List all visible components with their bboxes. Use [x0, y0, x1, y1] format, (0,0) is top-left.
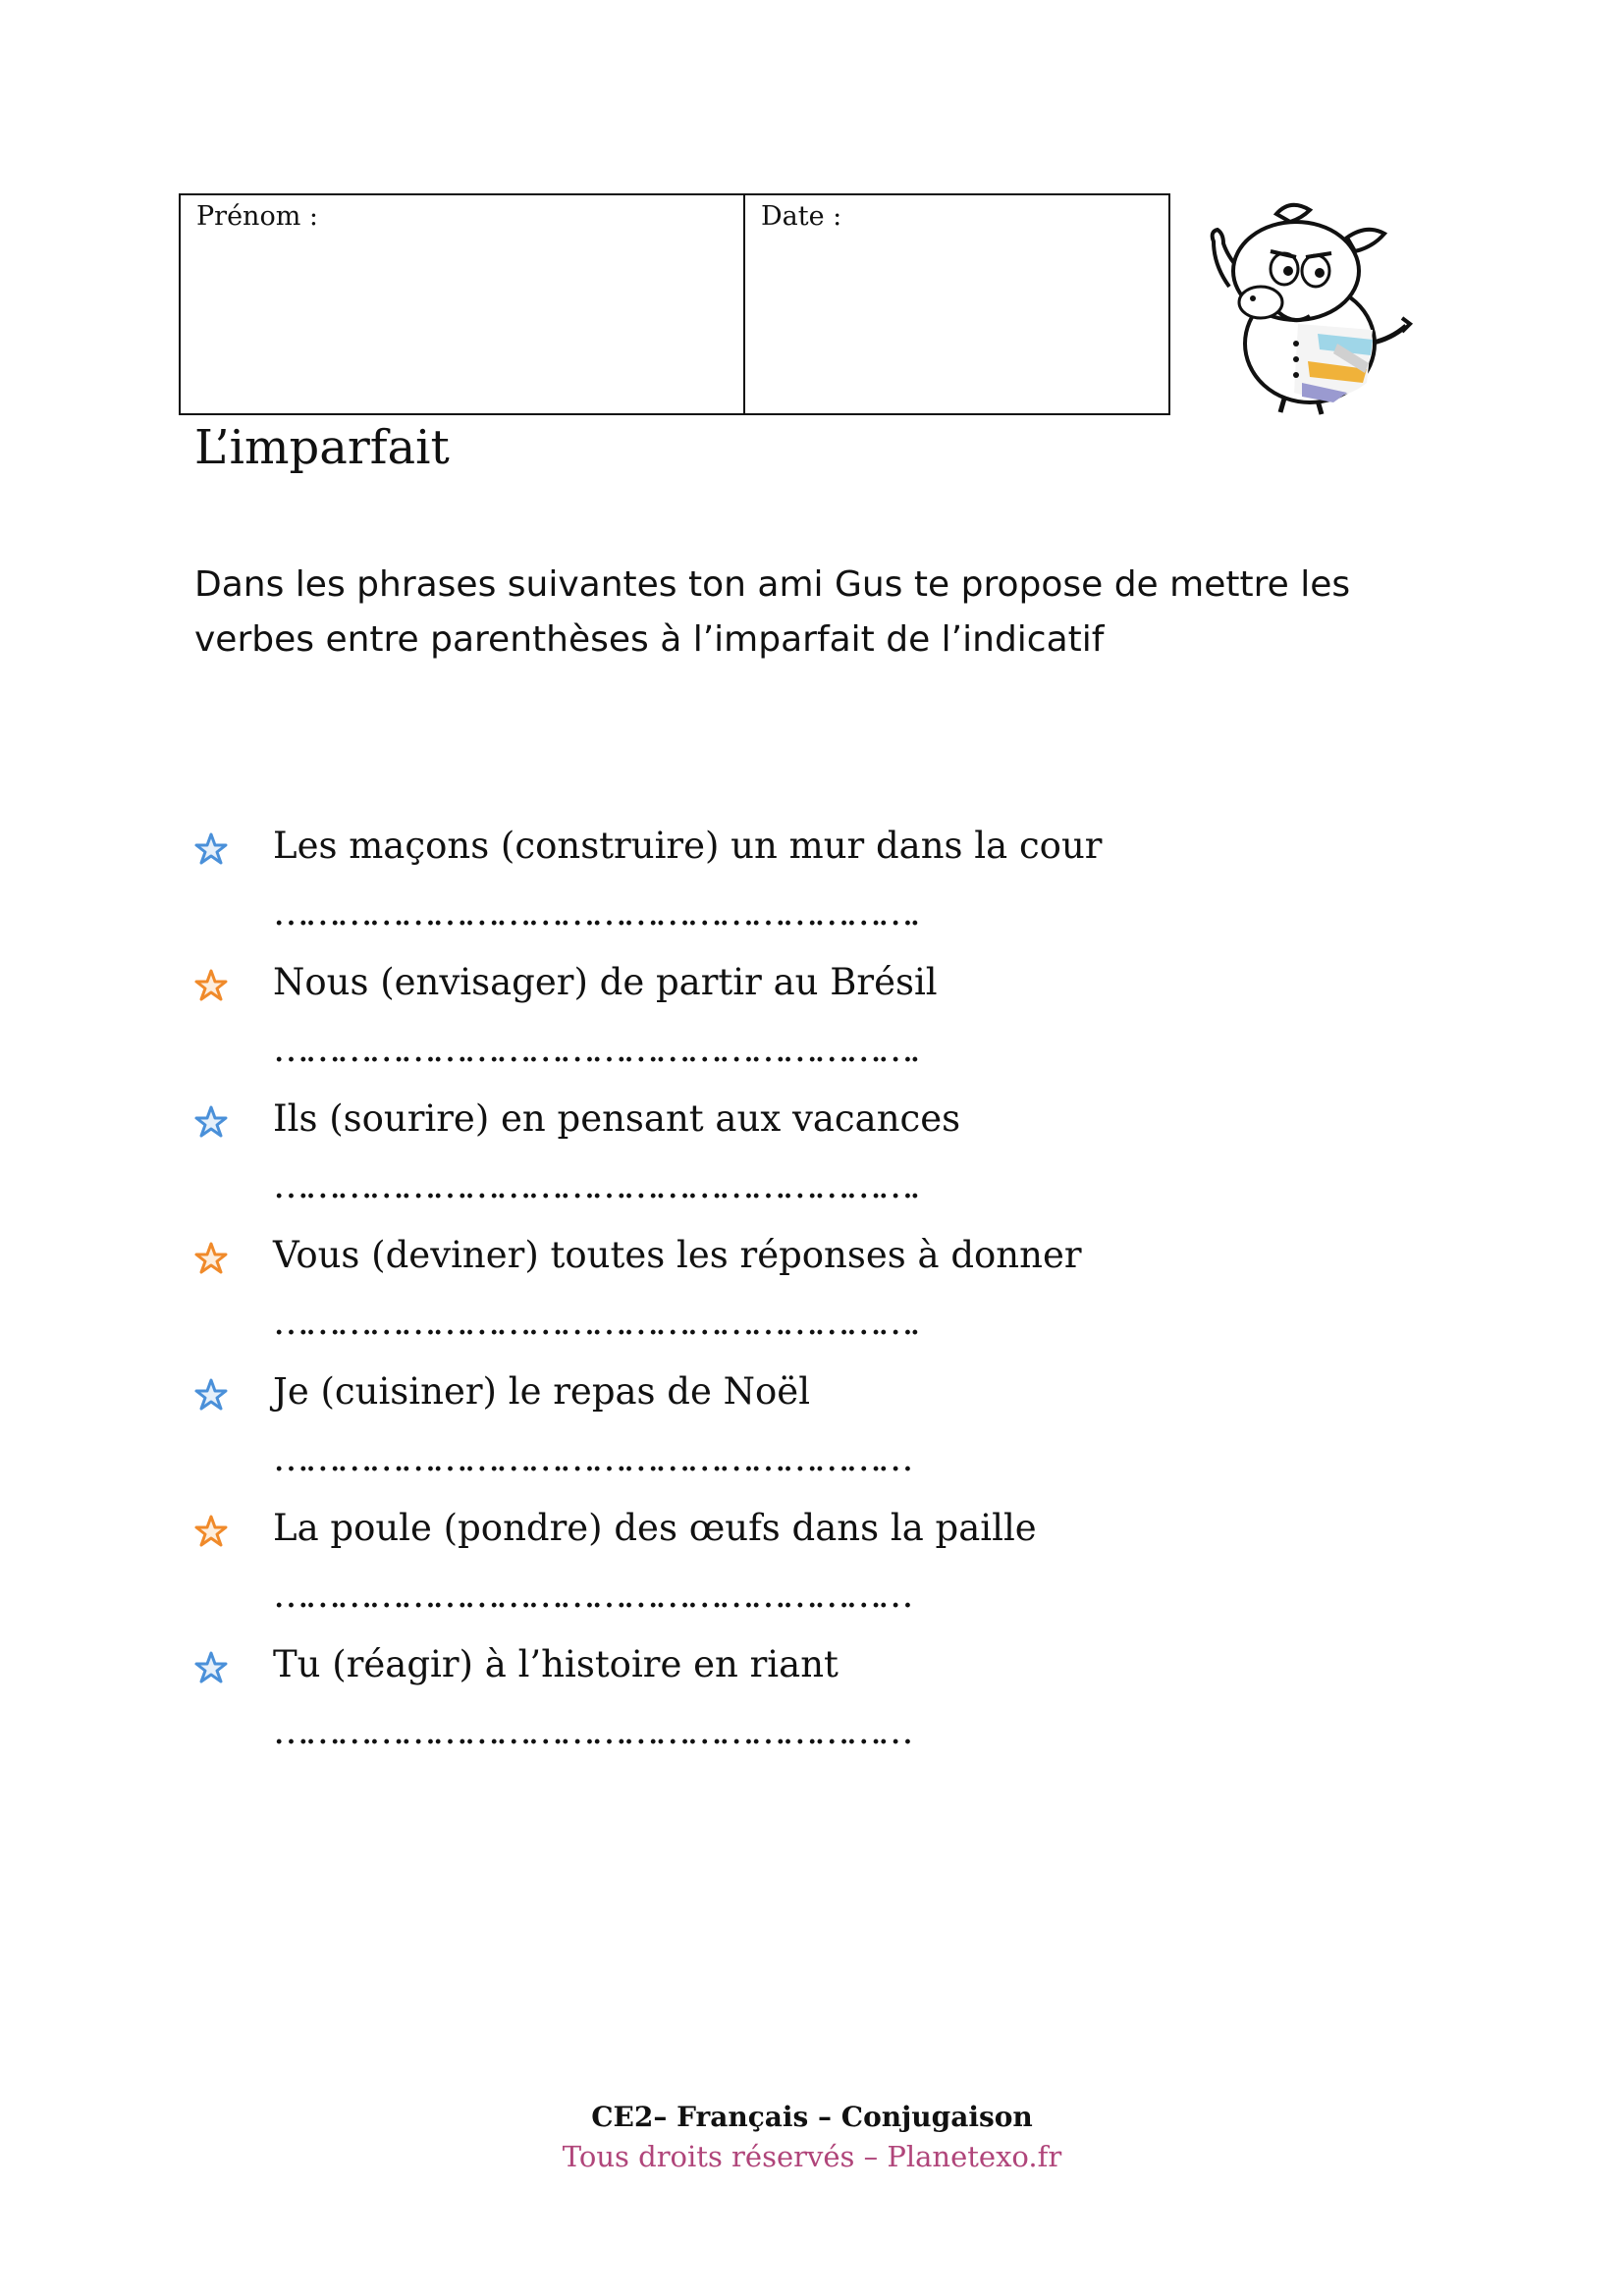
- exercise-sentence: La poule (pondre) des œufs dans la paille: [273, 1507, 1037, 1549]
- answer-line[interactable]: …………………………………………………….: [273, 1301, 917, 1343]
- answer-line[interactable]: …………………………………………………….: [273, 1028, 917, 1070]
- list-item: [194, 1643, 1274, 1789]
- blue-star-icon: [194, 1651, 228, 1684]
- student-info-table: [179, 193, 1170, 415]
- list-item: [194, 825, 1274, 970]
- footer-copyright: Tous droits réservés – Planetexo.fr: [562, 2140, 1062, 2173]
- answer-line[interactable]: …………………………………………………….: [273, 891, 917, 934]
- orange-star-icon: [194, 969, 228, 1002]
- exercise-sentence: Vous (deviner) toutes les réponses à donner: [273, 1234, 1082, 1276]
- list-item: [194, 1507, 1274, 1652]
- exercise-sentence: Je (cuisiner) le repas de Noël: [273, 1370, 811, 1413]
- prenom-label: Prénom :: [196, 201, 318, 232]
- answer-line[interactable]: ……………………………………………………: [273, 1574, 910, 1616]
- list-item: [194, 1097, 1274, 1243]
- exercise-sentence: Tu (réagir) à l’histoire en riant: [273, 1643, 839, 1685]
- exercise-sentence: Ils (sourire) en pensant aux vacances: [273, 1097, 961, 1140]
- date-label: Date :: [761, 201, 842, 232]
- list-item: [194, 1370, 1274, 1516]
- page-title: L’imparfait: [194, 420, 450, 475]
- answer-line[interactable]: ……………………………………………………: [273, 1437, 910, 1479]
- prenom-field[interactable]: [181, 195, 745, 413]
- answer-line[interactable]: …………………………………………………….: [273, 1164, 917, 1206]
- list-item: [194, 1234, 1274, 1379]
- gus-mascot-icon: [1200, 196, 1414, 416]
- orange-star-icon: [194, 1515, 228, 1548]
- blue-star-icon: [194, 832, 228, 866]
- date-field[interactable]: [745, 195, 1168, 413]
- answer-line[interactable]: ……………………………………………………: [273, 1710, 910, 1752]
- footer-subject: CE2– Français – Conjugaison: [591, 2101, 1033, 2133]
- exercise-sentence: Nous (envisager) de partir au Brésil: [273, 961, 938, 1003]
- orange-star-icon: [194, 1242, 228, 1275]
- instructions-text: Dans les phrases suivantes ton ami Gus te propose de mettre les verbes entre parenthèses à l’imparfait de l’indicatif: [194, 564, 1351, 660]
- blue-star-icon: [194, 1105, 228, 1139]
- exercise-sentence: Les maçons (construire) un mur dans la cour: [273, 825, 1103, 867]
- blue-star-icon: [194, 1378, 228, 1412]
- list-item: [194, 961, 1274, 1106]
